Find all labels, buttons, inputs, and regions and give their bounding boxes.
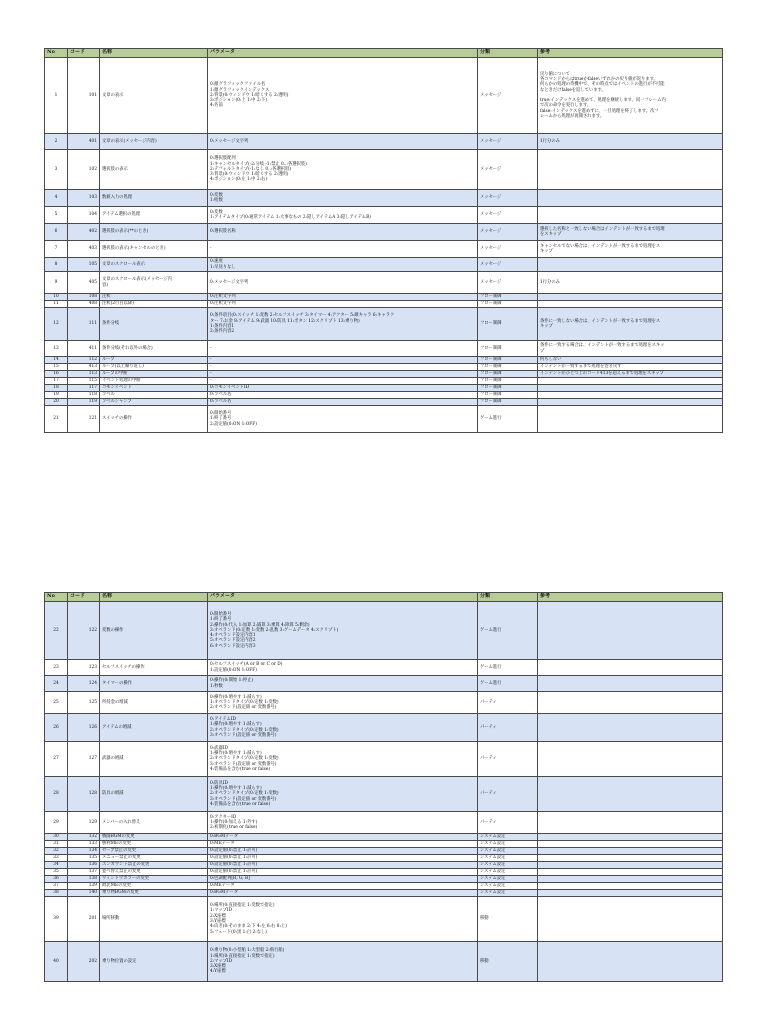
cell-no: 12 [45, 308, 68, 341]
cell-code: 408 [68, 301, 100, 308]
cell-params: 0:選択肢配列 1:キャンセルタイプ(-2:分岐 -1:禁止 0..:各選択肢) 2:デフォルトタイプ(-1:なし 0..:各選択肢) 3:背景(0:ウィンドウ 1:暗くする 2:透明) 4:ポジション(0:左 1:中 2:右) [208, 150, 478, 190]
cell-name: アイテム選択の処理 [100, 207, 208, 224]
cell-reference [538, 399, 723, 406]
cell-no: 23 [45, 660, 68, 676]
cell-params: 0:設定値(0:禁止 1:許可) [208, 855, 478, 862]
cell-category: メッセージ [478, 190, 538, 207]
cell-name: ウィンドウカラーの変更 [100, 876, 208, 883]
cell-code: 124 [68, 676, 100, 692]
cell-no: 21 [45, 406, 68, 433]
header-reference: 参考 [538, 49, 723, 58]
table-row [45, 357, 723, 364]
cell-reference: 選択した名称と一致しない場合はインデントが一致するまで処理 をスキップ [538, 224, 723, 241]
cell-code: 122 [68, 602, 100, 660]
cell-name: メンバーの入れ替え [100, 812, 208, 834]
cell-category: システム設定 [478, 862, 538, 869]
cell-params: 0:場所(0:直接指定 1:変数で指定) 1:マップID 2:X座標 3:Y座標 4:向き(0:そのまま 2:下 4:左 6:右 8:上) 5:フェード(0:黒 1:白 2:なし) [208, 897, 478, 942]
table-row [45, 812, 723, 834]
table-row [45, 742, 723, 777]
cell-name: ループ(以上繰り返し) [100, 364, 208, 371]
header-row [45, 49, 723, 58]
header-name: 名称 [100, 49, 208, 58]
cell-params: 0:コモンイベントID [208, 385, 478, 392]
cell-params: 0:顔グラフィックファイル名 1:顔グラフィックインデックス 2:背景(0:ウィンドウ 1:暗くする 2:透明) 3:ポジション(0:上 1:中 2:下) 4:名前 [208, 58, 478, 134]
cell-no: 17 [45, 378, 68, 385]
table-row [45, 777, 723, 812]
cell-reference [538, 742, 723, 777]
cell-category: 移動 [478, 897, 538, 942]
cell-reference: 条件に一致しない場合は、インデントが一致するまで処理をス キップ [538, 308, 723, 341]
cell-code: 117 [68, 385, 100, 392]
cell-category: メッセージ [478, 58, 538, 134]
cell-reference [538, 777, 723, 812]
cell-no: 35 [45, 869, 68, 876]
cell-category: システム設定 [478, 848, 538, 855]
table-row [45, 883, 723, 890]
cell-no: 11 [45, 301, 68, 308]
table-row [45, 207, 723, 224]
cell-no: 7 [45, 241, 68, 258]
cell-code: 102 [68, 150, 100, 190]
cell-reference: キャンセルでない場合は、インデントが一致するまで処理をス キップ [538, 241, 723, 258]
cell-name: メニュー禁止の変更 [100, 855, 208, 862]
cell-params: 0:変数 1:桁数 [208, 190, 478, 207]
table-row [45, 890, 723, 897]
cell-no: 40 [45, 942, 68, 982]
cell-code: 133 [68, 841, 100, 848]
cell-code: 115 [68, 378, 100, 385]
cell-reference: 1行分のみ [538, 134, 723, 150]
cell-no: 2 [45, 134, 68, 150]
cell-params: 0:アクターID 1:操作(0:加える 1:外す) 2:初期化(true or false) [208, 812, 478, 834]
cell-reference [538, 897, 723, 942]
cell-name: 所持金の増減 [100, 692, 208, 714]
cell-reference [538, 862, 723, 869]
table-row [45, 862, 723, 869]
table-row [45, 294, 723, 301]
table-row [45, 308, 723, 341]
cell-category: メッセージ [478, 258, 538, 272]
cell-name: 文章のスクロール表示 [100, 258, 208, 272]
cell-code: 127 [68, 742, 100, 777]
cell-category: フロー制御 [478, 378, 538, 385]
cell-params: - [208, 364, 478, 371]
cell-category: ゲーム進行 [478, 676, 538, 692]
cell-category: フロー制御 [478, 385, 538, 392]
cell-code: 136 [68, 862, 100, 869]
cell-name: エンカウント禁止の変更 [100, 862, 208, 869]
table-row [45, 385, 723, 392]
cell-params: - [208, 341, 478, 357]
cell-params: 0:MEデータ [208, 841, 478, 848]
cell-category: フロー制御 [478, 308, 538, 341]
cell-code: 113 [68, 371, 100, 378]
cell-no: 8 [45, 258, 68, 272]
cell-name: アイテムの増減 [100, 714, 208, 742]
cell-reference [538, 883, 723, 890]
cell-name: 文章の表示 [100, 58, 208, 134]
cell-name: 並べ替え禁止の変更 [100, 869, 208, 876]
table-row [45, 676, 723, 692]
cell-params: 0:操作(0:増やす 1:減らす) 1:オペランドタイプ(0:定数 1:変数) 2:オペランド(設定値 or 変数番号) [208, 692, 478, 714]
cell-name: 乗り物BGMの変更 [100, 890, 208, 897]
command-table-2 [44, 592, 723, 982]
cell-reference: 戻り値について 各コマンドからはtrueかfalseいずれかの戻り値が返ります。 何らかの処理の待機中で、その時点ではイベントの進行が不可能 なときだけfalseを返しています。 true:インデックスを進めて、処理を継続します。同一フレーム内 で次の命令を実行します。 false:インデックスを進めずに、一旦処理を終了します。次フ レームから処理が再開されます。 [538, 58, 723, 134]
header-params: パラメータ [208, 49, 478, 58]
cell-reference [538, 378, 723, 385]
table-row [45, 378, 723, 385]
cell-category: システム設定 [478, 869, 538, 876]
cell-reference [538, 812, 723, 834]
cell-code: 123 [68, 660, 100, 676]
cell-category: メッセージ [478, 241, 538, 258]
table-row [45, 150, 723, 190]
header-row [45, 593, 723, 602]
cell-no: 39 [45, 897, 68, 942]
table-row [45, 301, 723, 308]
table-row [45, 134, 723, 150]
cell-reference [538, 392, 723, 399]
cell-category: ゲーム進行 [478, 406, 538, 433]
cell-params: 0:設定値(0:禁止 1:許可) [208, 862, 478, 869]
table-row [45, 834, 723, 841]
cell-name: イベント処理の中断 [100, 378, 208, 385]
table-row [45, 190, 723, 207]
table-row [45, 406, 723, 433]
cell-params: 0:メッセージ文字列 [208, 134, 478, 150]
cell-no: 28 [45, 777, 68, 812]
cell-reference: 1行分のみ [538, 272, 723, 294]
cell-reference [538, 406, 723, 433]
cell-no: 1 [45, 58, 68, 134]
cell-reference [538, 855, 723, 862]
cell-category: パーティ [478, 692, 538, 714]
cell-code: 108 [68, 294, 100, 301]
cell-code: 105 [68, 258, 100, 272]
cell-name: 注釈 [100, 294, 208, 301]
table-row [45, 371, 723, 378]
cell-name: 選択肢の表示(キャンセルのとき) [100, 241, 208, 258]
table-row [45, 714, 723, 742]
cell-params: 0:色調配列[R, G, B] [208, 876, 478, 883]
cell-params: 0:操作(0:開始 1:停止) 1:秒数 [208, 676, 478, 692]
table-row [45, 942, 723, 982]
cell-no: 14 [45, 357, 68, 364]
cell-name: 条件分岐 [100, 308, 208, 341]
header-category: 分類 [478, 593, 538, 602]
table-row [45, 869, 723, 876]
cell-code: 401 [68, 134, 100, 150]
cell-code: 103 [68, 190, 100, 207]
table-row [45, 392, 723, 399]
cell-code: 135 [68, 855, 100, 862]
cell-name: コモンイベント [100, 385, 208, 392]
cell-reference [538, 714, 723, 742]
cell-name: ループの中断 [100, 371, 208, 378]
cell-no: 26 [45, 714, 68, 742]
cell-params: 0:注釈文字列 [208, 294, 478, 301]
cell-category: パーティ [478, 777, 538, 812]
cell-params: 0:変数 1:アイテムタイプ(0:通常アイテム 1:大事なもの 2:隠しアイテムA 3:隠しアイテムB) [208, 207, 478, 224]
table-row [45, 848, 723, 855]
cell-name: ラベルジャンプ [100, 399, 208, 406]
cell-category: メッセージ [478, 272, 538, 294]
cell-reference [538, 602, 723, 660]
cell-category: フロー制御 [478, 399, 538, 406]
cell-reference [538, 676, 723, 692]
cell-params: 0:BGMデータ [208, 890, 478, 897]
cell-name: 戦闘BGMの変更 [100, 834, 208, 841]
cell-reference: 条件に一致する場合は、インデントが一致するまで処理をスキッ プ [538, 341, 723, 357]
table-row [45, 224, 723, 241]
cell-code: 413 [68, 364, 100, 371]
header-code: コード [68, 49, 100, 58]
cell-category: メッセージ [478, 224, 538, 241]
cell-code: 112 [68, 357, 100, 364]
cell-category: フロー制御 [478, 392, 538, 399]
cell-params: 0:開始番号 1:終了番号 2:設定値(0:ON 1:OFF) [208, 406, 478, 433]
cell-reference [538, 190, 723, 207]
cell-no: 30 [45, 834, 68, 841]
cell-no: 36 [45, 876, 68, 883]
cell-category: フロー制御 [478, 294, 538, 301]
cell-reference [538, 841, 723, 848]
cell-category: システム設定 [478, 834, 538, 841]
cell-params: 0:設定値(0:禁止 1:許可) [208, 869, 478, 876]
cell-code: 125 [68, 692, 100, 714]
cell-category: メッセージ [478, 150, 538, 190]
cell-category: メッセージ [478, 207, 538, 224]
table-row [45, 58, 723, 134]
cell-name: 数値入力の処理 [100, 190, 208, 207]
cell-no: 32 [45, 848, 68, 855]
cell-no: 16 [45, 371, 68, 378]
cell-category: ゲーム進行 [478, 602, 538, 660]
cell-category: フロー制御 [478, 301, 538, 308]
cell-params: - [208, 357, 478, 364]
header-code: コード [68, 593, 100, 602]
cell-code: 402 [68, 224, 100, 241]
cell-no: 29 [45, 812, 68, 834]
cell-name: 条件分岐(それ以外の場合) [100, 341, 208, 357]
cell-code: 134 [68, 848, 100, 855]
cell-params: 0:セルフスイッチ(A or B or C or D) 1:設定値(0:ON 1:OFF) [208, 660, 478, 676]
cell-no: 24 [45, 676, 68, 692]
cell-no: 13 [45, 341, 68, 357]
cell-reference [538, 942, 723, 982]
cell-no: 37 [45, 883, 68, 890]
cell-reference [538, 848, 723, 855]
cell-code: 405 [68, 272, 100, 294]
table-row [45, 692, 723, 714]
cell-params: 0:速度 1:早送りなし [208, 258, 478, 272]
header-params: パラメータ [208, 593, 478, 602]
cell-name: 注釈(2行目以降) [100, 301, 208, 308]
cell-name: セルフスイッチの操作 [100, 660, 208, 676]
cell-code: 118 [68, 392, 100, 399]
cell-no: 27 [45, 742, 68, 777]
cell-params: - [208, 378, 478, 385]
cell-name: 武器の増減 [100, 742, 208, 777]
cell-reference [538, 258, 723, 272]
cell-code: 126 [68, 714, 100, 742]
header-name: 名称 [100, 593, 208, 602]
cell-name: セーブ禁止の変更 [100, 848, 208, 855]
cell-reference: 何もしない [538, 357, 723, 364]
cell-no: 22 [45, 602, 68, 660]
cell-name: ラベル [100, 392, 208, 399]
cell-reference [538, 869, 723, 876]
cell-params: 0:MEデータ [208, 883, 478, 890]
cell-reference [538, 385, 723, 392]
cell-reference [538, 876, 723, 883]
cell-category: フロー制御 [478, 357, 538, 364]
cell-code: 129 [68, 812, 100, 834]
cell-name: 防具の増減 [100, 777, 208, 812]
cell-params: 0:アイテムID 1:操作(0:増やす 1:減らす) 2:オペランドタイプ(0:定数 1:変数) 3:オペランド(設定値 or 変数番号) [208, 714, 478, 742]
cell-code: 139 [68, 883, 100, 890]
cell-params: 0:ラベル名 [208, 399, 478, 406]
cell-reference: インデントが一致するまで処理を巻き戻す [538, 364, 723, 371]
cell-no: 20 [45, 399, 68, 406]
table-row [45, 841, 723, 848]
cell-params: 0:開始番号 1:終了番号 2:操作(0:代入 1:加算 2:減算 3:乗算 4:除算 5:剰余) 3:オペランド(0:定数 1:変数 2:乱数 3:ゲームデータ 4:スクリプト) 4:オペランド設定内容1 5:オペランド設定内容2 6:オペランド設定内容3 [208, 602, 478, 660]
cell-reference [538, 692, 723, 714]
cell-name: タイマーの操作 [100, 676, 208, 692]
cell-category: フロー制御 [478, 371, 538, 378]
header-category: 分類 [478, 49, 538, 58]
cell-no: 33 [45, 855, 68, 862]
table-row [45, 602, 723, 660]
cell-category: システム設定 [478, 876, 538, 883]
cell-code: 121 [68, 406, 100, 433]
cell-name: 選択肢の表示(**のとき) [100, 224, 208, 241]
cell-no: 25 [45, 692, 68, 714]
cell-no: 31 [45, 841, 68, 848]
cell-code: 104 [68, 207, 100, 224]
cell-params: - [208, 241, 478, 258]
table-row [45, 855, 723, 862]
cell-name: 場所移動 [100, 897, 208, 942]
cell-code: 132 [68, 834, 100, 841]
table-row [45, 272, 723, 294]
cell-name: ループ [100, 357, 208, 364]
cell-no: 34 [45, 862, 68, 869]
cell-no: 5 [45, 207, 68, 224]
cell-code: 137 [68, 869, 100, 876]
cell-category: パーティ [478, 714, 538, 742]
cell-no: 6 [45, 224, 68, 241]
table-row [45, 241, 723, 258]
table-row [45, 660, 723, 676]
cell-no: 15 [45, 364, 68, 371]
cell-no: 4 [45, 190, 68, 207]
header-no: No [45, 593, 68, 602]
cell-name: 文章のスクロール表示(メッセージ内 容) [100, 272, 208, 294]
cell-category: システム設定 [478, 855, 538, 862]
cell-params: - [208, 371, 478, 378]
cell-reference [538, 834, 723, 841]
cell-no: 9 [45, 272, 68, 294]
cell-code: 202 [68, 942, 100, 982]
cell-code: 138 [68, 876, 100, 883]
cell-params: 0:防具ID 1:操作(0:増やす 1:減らす) 2:オペランドタイプ(0:定数 1:変数) 3:オペランド(設定値 or 変数番号) 4:装備品を含む(true or false) [208, 777, 478, 812]
cell-name: 変数の操作 [100, 602, 208, 660]
cell-name: 文章の表示(メッセージ内容) [100, 134, 208, 150]
cell-params: 0:武器ID 1:操作(0:増やす 1:減らす) 2:オペランドタイプ(0:定数 1:変数) 3:オペランド(設定値 or 変数番号) 4:装備品を含む(true or false) [208, 742, 478, 777]
table-row [45, 897, 723, 942]
cell-reference [538, 301, 723, 308]
cell-params: 0:乗り物(0:小型船 1:大型船 2:飛行船) 1:場所(0:直接指定 1:変数で指定) 2:マップID 3:X座標 4:Y座標 [208, 942, 478, 982]
table-row [45, 258, 723, 272]
table-row [45, 876, 723, 883]
table-row [45, 399, 723, 406]
cell-category: 移動 [478, 942, 538, 982]
cell-reference: インデントがひとつ上のコード413を超えるまで処理をスキップ [538, 371, 723, 378]
cell-category: メッセージ [478, 134, 538, 150]
cell-category: ゲーム進行 [478, 660, 538, 676]
cell-name: スイッチの操作 [100, 406, 208, 433]
cell-code: 140 [68, 890, 100, 897]
cell-no: 19 [45, 392, 68, 399]
cell-name: 勝利MEの変更 [100, 841, 208, 848]
cell-params: 0:設定値(0:禁止 1:許可) [208, 848, 478, 855]
cell-reference [538, 294, 723, 301]
cell-category: システム設定 [478, 883, 538, 890]
cell-category: フロー制御 [478, 341, 538, 357]
cell-code: 119 [68, 399, 100, 406]
cell-params: 0:選択肢名称 [208, 224, 478, 241]
cell-category: パーティ [478, 742, 538, 777]
header-reference: 参考 [538, 593, 723, 602]
cell-no: 3 [45, 150, 68, 190]
cell-name: 乗り物位置の設定 [100, 942, 208, 982]
cell-reference [538, 660, 723, 676]
cell-reference [538, 207, 723, 224]
cell-params: 0:ラベル名 [208, 392, 478, 399]
table-row [45, 364, 723, 371]
cell-category: システム設定 [478, 841, 538, 848]
cell-params: 0:BGMデータ [208, 834, 478, 841]
cell-reference [538, 890, 723, 897]
cell-code: 411 [68, 341, 100, 357]
cell-reference [538, 150, 723, 190]
cell-no: 10 [45, 294, 68, 301]
cell-category: フロー制御 [478, 364, 538, 371]
header-no: No [45, 49, 68, 58]
cell-no: 38 [45, 890, 68, 897]
cell-name: 敗北MEの変更 [100, 883, 208, 890]
cell-category: パーティ [478, 812, 538, 834]
cell-params: 0:注釈文字列 [208, 301, 478, 308]
cell-no: 18 [45, 385, 68, 392]
cell-code: 101 [68, 58, 100, 134]
cell-code: 128 [68, 777, 100, 812]
cell-name: 選択肢の表示 [100, 150, 208, 190]
cell-code: 403 [68, 241, 100, 258]
cell-params: 0:条件項目(0:スイッチ 1:変数 2:セルフスイッチ 3:タイマー 4:アクター 5:敵キャラ 6:キャラク ター 7:お金 8:アイテム 9:武器 10:防具 11:ボタン 12:スクリプト 13:乗り物) 1:条件内容1 2:条件内容2 [208, 308, 478, 341]
table-row [45, 341, 723, 357]
cell-code: 111 [68, 308, 100, 341]
cell-code: 201 [68, 897, 100, 942]
cell-category: システム設定 [478, 890, 538, 897]
command-table-1 [44, 48, 723, 433]
cell-params: 0:メッセージ文字列 [208, 272, 478, 294]
